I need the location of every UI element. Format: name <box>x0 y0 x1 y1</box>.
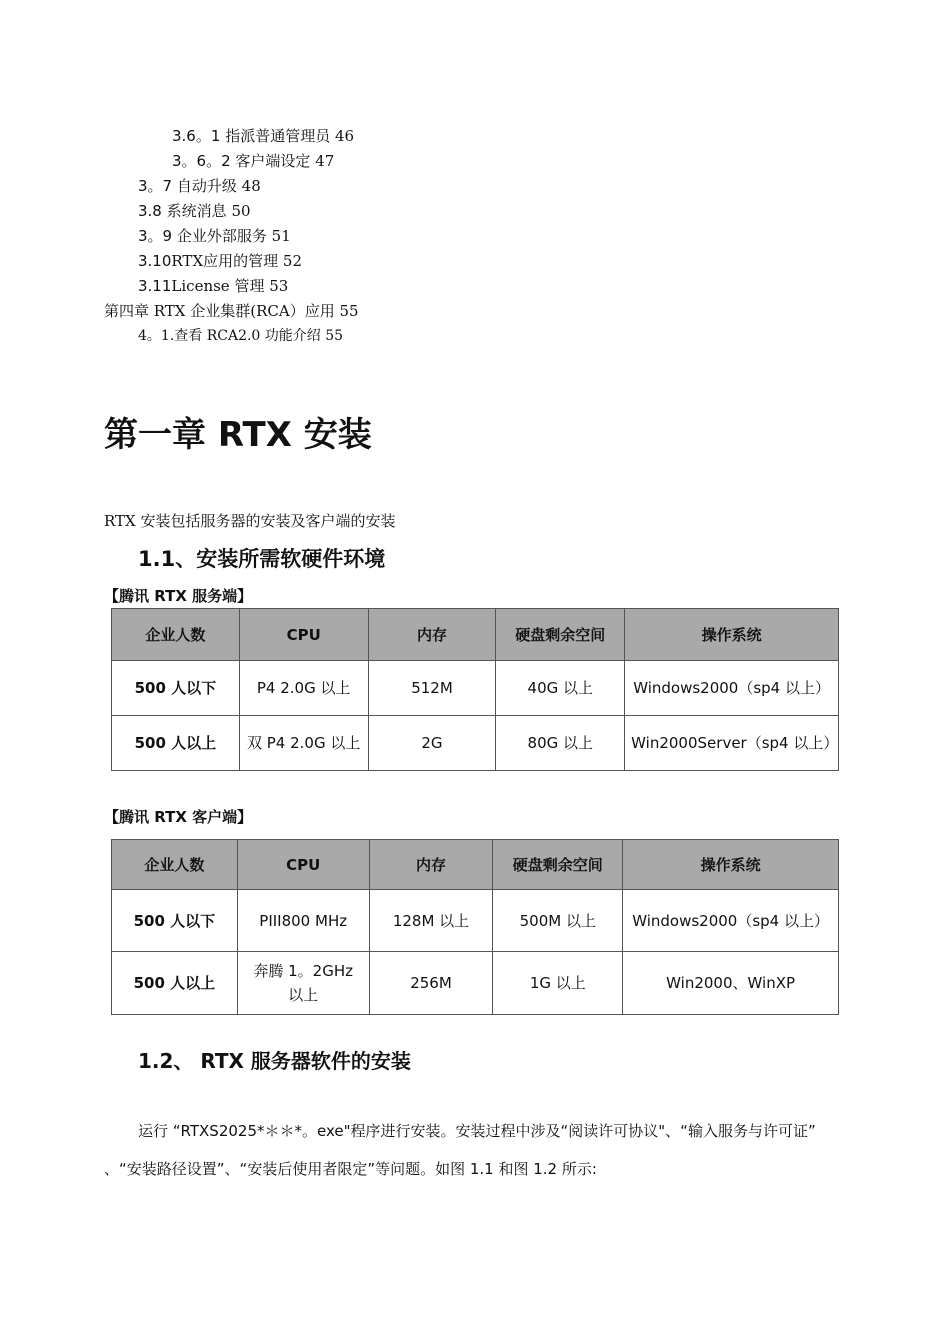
toc-number: 3。7 <box>138 177 173 195</box>
header-cell: 硬盘剩余空间 <box>496 609 625 661</box>
table-cell: 40G 以上 <box>496 661 625 716</box>
toc-page: 47 <box>315 152 335 170</box>
body-paragraph: 运行 “RTXS2025*＊＊*。exe"程序进行安装。安装过程中涉及“阅读许可协议"、“输入服务与许可证” 、“安装路径设置”、“安装后使用者限定”等问题。如图 1.1 和图 1.2 所示: <box>104 1122 816 1178</box>
toc-page: 52 <box>282 252 302 270</box>
toc-page: 46 <box>334 127 355 145</box>
toc-text: 系统消息 <box>166 202 227 220</box>
table-cell: 2G <box>368 716 496 771</box>
table-cell: 1G 以上 <box>493 952 623 1015</box>
header-cell: 内存 <box>368 609 496 661</box>
header-cell: 企业人数 <box>112 609 240 661</box>
table-cell: Windows2000（sp4 以上） <box>625 661 839 716</box>
toc-entry <box>138 276 288 296</box>
table-cell: 512M <box>368 661 496 716</box>
toc-page: 50 <box>231 202 251 220</box>
toc-text: 4。1.查看 RCA2.0 功能介绍 <box>138 328 321 344</box>
toc-number: 3.8 <box>138 202 162 220</box>
toc-number: 3。6。2 <box>172 152 231 170</box>
toc-entry <box>172 126 354 146</box>
toc-entry <box>104 301 359 321</box>
table-cell: 128M 以上 <box>369 890 493 952</box>
section-title: 1.1、安装所需软硬件环境 <box>138 547 386 571</box>
table-cell: Windows2000（sp4 以上） <box>623 890 839 952</box>
toc-text: 第四章 RTX 企业集群(RCA）应用 <box>104 302 335 320</box>
toc-entry <box>138 176 261 196</box>
toc-text: 企业外部服务 <box>176 227 267 245</box>
header-cell: 硬盘剩余空间 <box>493 840 623 890</box>
table-cell: PIII800 MHz <box>237 890 369 952</box>
table-cell: Win2000Server（sp4 以上） <box>625 716 839 771</box>
section-title: 1.2、 RTX 服务器软件的安装 <box>138 1049 411 1073</box>
table-cell: 256M <box>369 952 493 1015</box>
toc-page: 55 <box>325 328 344 344</box>
table-cell: 500 人以上 <box>112 952 238 1015</box>
header-cell: CPU <box>237 840 369 890</box>
table-header-row <box>112 609 839 661</box>
toc-text: 指派普通管理员 <box>225 127 331 145</box>
table-row <box>112 890 839 952</box>
toc-text: RTX应用的管理 <box>171 252 279 270</box>
server-table-label: 【腾讯 RTX 服务端】 <box>104 587 253 605</box>
table-row <box>112 716 839 771</box>
chapter-title: 第一章 RTX 安装 <box>104 415 372 455</box>
table-header-row <box>112 840 839 890</box>
table-cell: Win2000、WinXP <box>623 952 839 1015</box>
toc-number: 3.6。1 <box>172 127 221 145</box>
toc-entry <box>138 201 251 221</box>
toc-number: 3.10 <box>138 252 172 270</box>
toc-text: License 管理 <box>171 277 265 295</box>
table-cell: 500M 以上 <box>493 890 623 952</box>
toc-page: 55 <box>339 302 359 320</box>
toc-entry <box>138 326 343 346</box>
client-spec-table <box>111 839 839 1015</box>
table-cell: P4 2.0G 以上 <box>239 661 368 716</box>
toc-page: 51 <box>271 227 291 245</box>
toc-entry <box>138 251 302 271</box>
table-cell: 双 P4 2.0G 以上 <box>239 716 368 771</box>
toc-text: 客户端设定 <box>235 152 311 170</box>
toc-entry <box>138 226 291 246</box>
toc-number: 3.11 <box>138 277 172 295</box>
header-cell: 企业人数 <box>112 840 238 890</box>
table-cell: 奔腾 1。2GHz 以上 <box>237 952 369 1015</box>
server-spec-table <box>111 608 839 771</box>
header-cell: 操作系统 <box>623 840 839 890</box>
table-row <box>112 661 839 716</box>
table-cell: 500 人以下 <box>112 890 238 952</box>
header-cell: CPU <box>239 609 368 661</box>
header-cell: 内存 <box>369 840 493 890</box>
table-cell: 500 人以下 <box>112 661 240 716</box>
toc-entry <box>172 151 334 171</box>
toc-number: 3。9 <box>138 227 173 245</box>
intro-text: RTX 安装包括服务器的安装及客户端的安装 <box>104 512 396 530</box>
header-cell: 操作系统 <box>625 609 839 661</box>
toc-text: 自动升级 <box>176 177 237 195</box>
table-row <box>112 952 839 1015</box>
table-cell: 500 人以上 <box>112 716 240 771</box>
client-table-label: 【腾讯 RTX 客户端】 <box>104 808 253 826</box>
toc-page: 53 <box>269 277 289 295</box>
table-cell: 80G 以上 <box>496 716 625 771</box>
toc-page: 48 <box>241 177 261 195</box>
